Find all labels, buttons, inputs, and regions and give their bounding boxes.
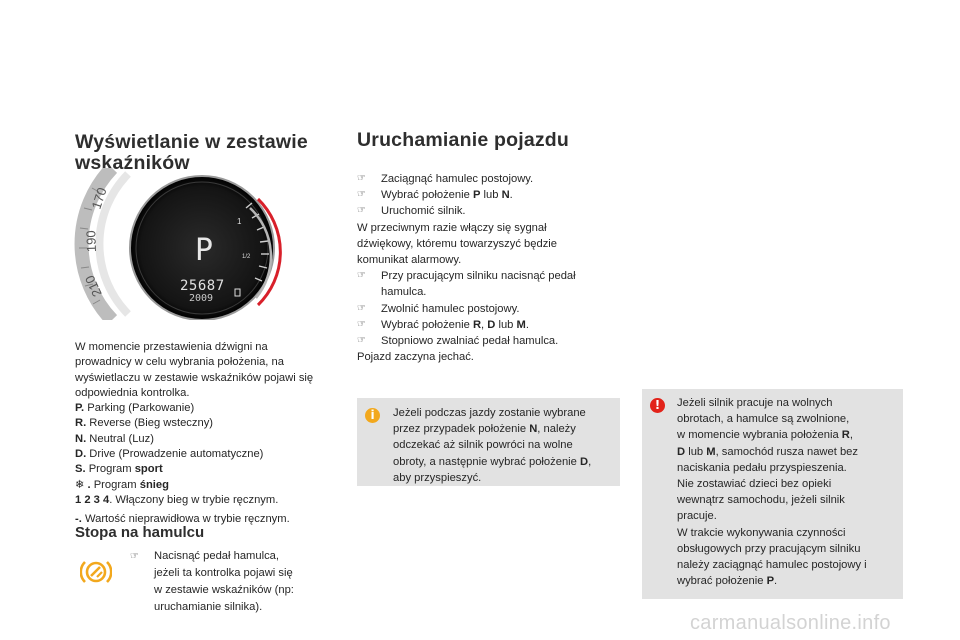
section-title-start: Uruchamianie pojazdu bbox=[357, 129, 570, 151]
step-item: ☞ Zwolnić hamulec postojowy. bbox=[357, 301, 617, 317]
step-item: ☞ Przy pracującym silniku nacisnąć pedał bbox=[357, 268, 617, 284]
arrow-icon: ☞ bbox=[357, 335, 366, 347]
step-item: ☞ Zaciągnąć hamulec postojowy. bbox=[357, 171, 617, 187]
mode-row: R. Reverse (Bieg wsteczny) bbox=[75, 417, 214, 430]
warning-line: komunikat alarmowy. bbox=[357, 254, 462, 267]
step-item: ☞ Wybrać położenie R, D lub M. bbox=[357, 317, 617, 333]
brake-line: jeżeli ta kontrolka pojawi się bbox=[154, 567, 293, 579]
warning-box-text: Jeżeli silnik pracuje na wolnych obrotach, a hamulce są zwolnione, w momencie wybrania położenia R, D lub M, samochód rusza nawet bez naciskania pedału przyspieszenia. Nie zostawiać dzieci bez opieki wewnątrz samochodu, jeżeli silnik pracuje. W trakcie wykonywania czynności obsługowych przy pracującym silniku należy zaciągnąć hamulec postojowy i wybrać położenie P. bbox=[677, 397, 867, 588]
site-watermark: carmanualsonline.info bbox=[690, 612, 891, 634]
arrow-icon: ☞ bbox=[357, 205, 366, 217]
title-line-2: wskaźników bbox=[75, 152, 190, 174]
instrument-cluster-illustration bbox=[72, 168, 322, 320]
bullet-item: ☞ Nacisnąć pedał hamulca, bbox=[130, 548, 330, 565]
mode-row: S. Program sport bbox=[75, 463, 163, 476]
brake-instructions bbox=[130, 548, 330, 616]
warning-icon: ! bbox=[650, 398, 665, 413]
info-box-text: Jeżeli podczas jazdy zostanie wybrane przez przypadek położenie N, należy odczekać aż silnik powróci na wolne obroty, a następnie wybrać położenie D, aby przyspieszyć. bbox=[393, 407, 592, 484]
warning-box bbox=[642, 389, 903, 599]
gear-indicator: P bbox=[194, 233, 214, 268]
arrow-icon: ☞ bbox=[130, 551, 139, 562]
gear-modes-description bbox=[75, 340, 325, 528]
step-continuation: hamulca. bbox=[381, 286, 427, 299]
warning-line: dźwiękowy, któremu towarzyszyć będzie bbox=[357, 237, 557, 250]
speed-mark-190: 190 bbox=[83, 230, 99, 253]
mode-row: P. Parking (Parkowanie) bbox=[75, 402, 195, 415]
gauge-mark-half: 1/2 bbox=[242, 254, 251, 260]
arrow-icon: ☞ bbox=[357, 302, 366, 314]
gauge-mark-1: 1 bbox=[237, 217, 242, 226]
arrow-icon: ☞ bbox=[357, 270, 366, 282]
info-icon: i bbox=[365, 408, 380, 423]
brake-pedal-warning-icon bbox=[80, 558, 112, 586]
mode-row: 1 2 3 4. Włączony bieg w trybie ręcznym. bbox=[75, 493, 279, 506]
info-box bbox=[357, 398, 620, 486]
mode-row: ❄ . Program śnieg bbox=[75, 478, 169, 491]
warning-line: W przeciwnym razie włączy się sygnał bbox=[357, 221, 547, 234]
arrow-icon: ☞ bbox=[357, 173, 366, 184]
brake-section-title: Stopa na hamulcu bbox=[75, 524, 205, 541]
trip-display: 2009 bbox=[189, 293, 214, 304]
speed-mark-210: 210 bbox=[81, 273, 105, 300]
arrow-icon: ☞ bbox=[357, 189, 366, 201]
mode-row: -. Wartość nieprawidłowa w trybie ręcznym. bbox=[75, 513, 290, 526]
mode-row: N. Neutral (Luz) bbox=[75, 432, 154, 445]
arrow-icon: ☞ bbox=[357, 318, 366, 330]
step-item: ☞ Wybrać położenie P lub N. bbox=[357, 187, 617, 203]
intro-text: W momencie przestawienia dźwigni na prowadnicy w celu wybrania położenia, na wyświetlaczu w zestawie wskaźników pojawi się odpowiednia kontrolka. bbox=[75, 341, 314, 399]
brake-line: w zestawie wskaźników (np: bbox=[154, 584, 294, 596]
brake-line: uruchamianie silnika). bbox=[154, 601, 263, 613]
start-procedure bbox=[357, 171, 617, 365]
speed-mark-170: 170 bbox=[88, 185, 110, 211]
mode-row: D. Drive (Prowadzenie automatyczne) bbox=[75, 448, 264, 461]
step-item: ☞ Uruchomić silnik. bbox=[357, 203, 617, 219]
closing-line: Pojazd zaczyna jechać. bbox=[357, 351, 474, 364]
title-line-1: Wyświetlanie w zestawie bbox=[75, 131, 308, 153]
odometer-display: 25687 bbox=[180, 278, 225, 294]
step-item: ☞ Stopniowo zwalniać pedał hamulca. bbox=[357, 333, 617, 349]
